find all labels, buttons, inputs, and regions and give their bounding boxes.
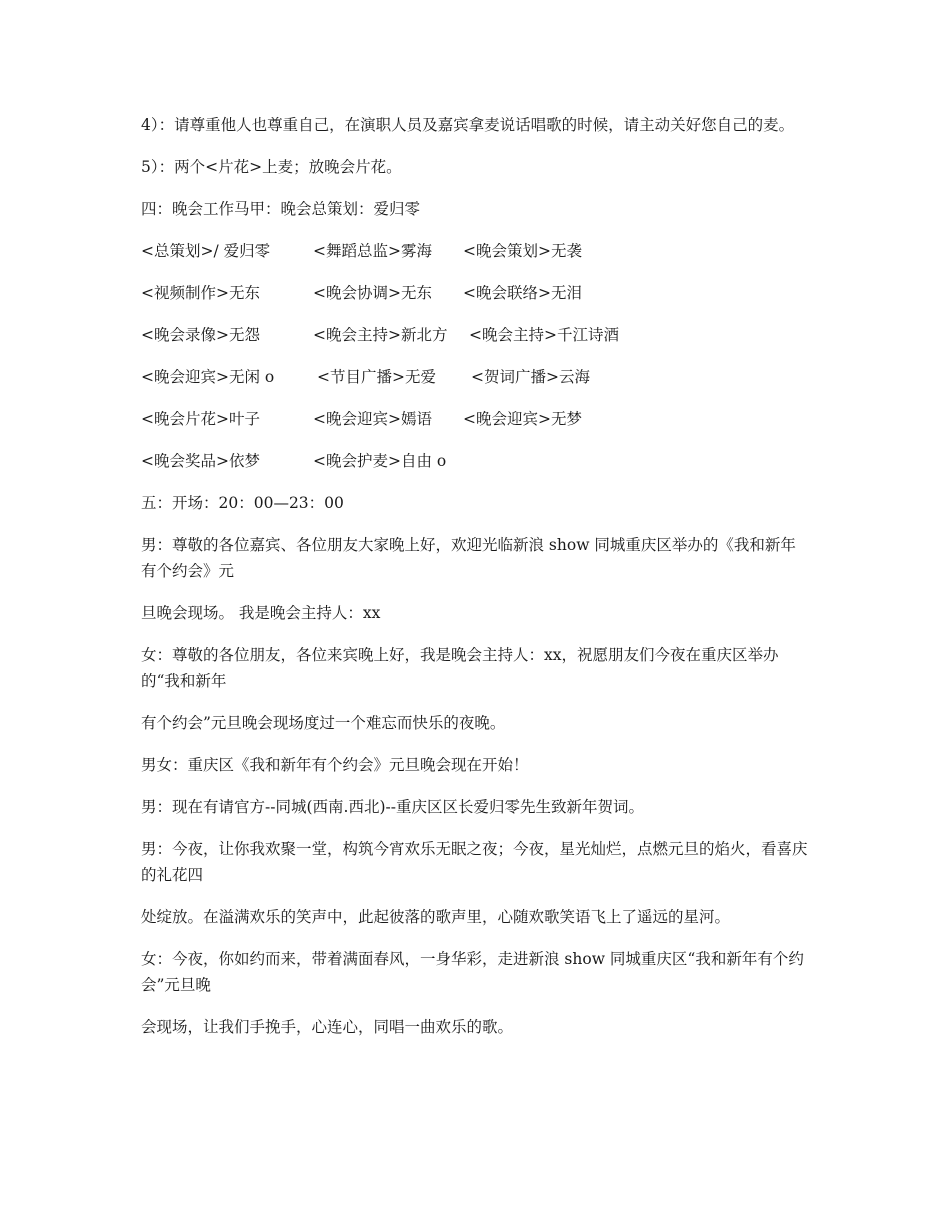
staff-row — [141, 364, 809, 390]
paragraph-host-female-2-cont: 会现场，让我们手挽手，心连心，同唱一曲欢乐的歌。 — [141, 1018, 514, 1036]
staff-cell: <视频制作>无东 — [141, 284, 260, 302]
staff-row — [141, 406, 809, 432]
staff-cell: <总策划>/ 爱归零 — [141, 242, 271, 260]
paragraph-host-female-2: 女：今夜，你如约而来，带着满面春风，一身华彩，走进新浪 show 同城重庆区“我和新年有个约会”元旦晚 — [141, 950, 804, 994]
paragraph-rule-4: 4）：请尊重他人也尊重自己，在演职人员及嘉宾拿麦说话唱歌的时候，请主动关好您自己的麦。 — [141, 116, 795, 134]
paragraph-host-male-3-cont: 处绽放。在溢满欢乐的笑声中，此起彼落的歌声里，心随欢歌笑语飞上了遥远的星河。 — [141, 908, 731, 926]
staff-cell: <晚会协调>无东 — [313, 284, 432, 302]
staff-cell: <晚会策划>无袭 — [463, 242, 582, 260]
staff-cell: <晚会主持>千江诗酒 — [469, 326, 619, 344]
document-page — [141, 112, 809, 1056]
staff-cell: <晚会片花>叶子 — [141, 410, 260, 428]
paragraph-host-male-3: 男：今夜，让你我欢聚一堂，构筑今宵欢乐无眠之夜；今夜，星光灿烂，点燃元旦的焰火，看喜庆的礼花四 — [141, 840, 808, 884]
staff-cell: <节目广播>无爱 — [317, 368, 436, 386]
staff-row — [141, 280, 809, 306]
staff-cell: <晚会联络>无泪 — [463, 284, 582, 302]
staff-cell: <晚会迎宾>嫣语 — [313, 410, 432, 428]
staff-cell: <晚会录像>无怨 — [141, 326, 260, 344]
paragraph-section-4-heading: 四：晚会工作马甲：晚会总策划：爱归零 — [141, 200, 421, 218]
staff-row — [141, 238, 809, 264]
staff-cell: <晚会主持>新北方 — [313, 326, 448, 344]
staff-cell: <晚会迎宾>无闲 o — [141, 368, 275, 386]
paragraph-section-5-heading: 五：开场：20：00—23：00 — [141, 494, 344, 512]
paragraph-host-male-1-cont: 旦晚会现场。 我是晚会主持人：xx — [141, 604, 381, 622]
staff-cell: <晚会护麦>自由 o — [313, 452, 447, 470]
paragraph-host-male-2: 男：现在有请官方--同城(西南.西北)--重庆区区长爱归零先生致新年贺词。 — [141, 798, 644, 816]
paragraph-host-male-1: 男：尊敬的各位嘉宾、各位朋友大家晚上好，欢迎光临新浪 show 同城重庆区举办的《我和新年有个约会》元 — [141, 536, 796, 580]
staff-cell: <晚会迎宾>无梦 — [463, 410, 582, 428]
staff-cell: <舞蹈总监>雾海 — [313, 242, 432, 260]
staff-row — [141, 322, 809, 348]
paragraph-rule-5: 5）：两个<片花>上麦；放晚会片花。 — [141, 158, 402, 176]
staff-cell: <晚会奖品>依梦 — [141, 452, 260, 470]
paragraph-host-female-1: 女：尊敬的各位朋友，各位来宾晚上好，我是晚会主持人：xx，祝愿朋友们今夜在重庆区举办的“我和新年 — [141, 646, 779, 690]
paragraph-hosts-opening: 男女：重庆区《我和新年有个约会》元旦晚会现在开始！ — [141, 756, 529, 774]
staff-row — [141, 448, 809, 474]
staff-cell: <贺词广播>云海 — [471, 368, 590, 386]
staff-cell — [463, 448, 663, 474]
paragraph-host-female-1-cont: 有个约会”元旦晚会现场度过一个难忘而快乐的夜晚。 — [141, 714, 506, 732]
